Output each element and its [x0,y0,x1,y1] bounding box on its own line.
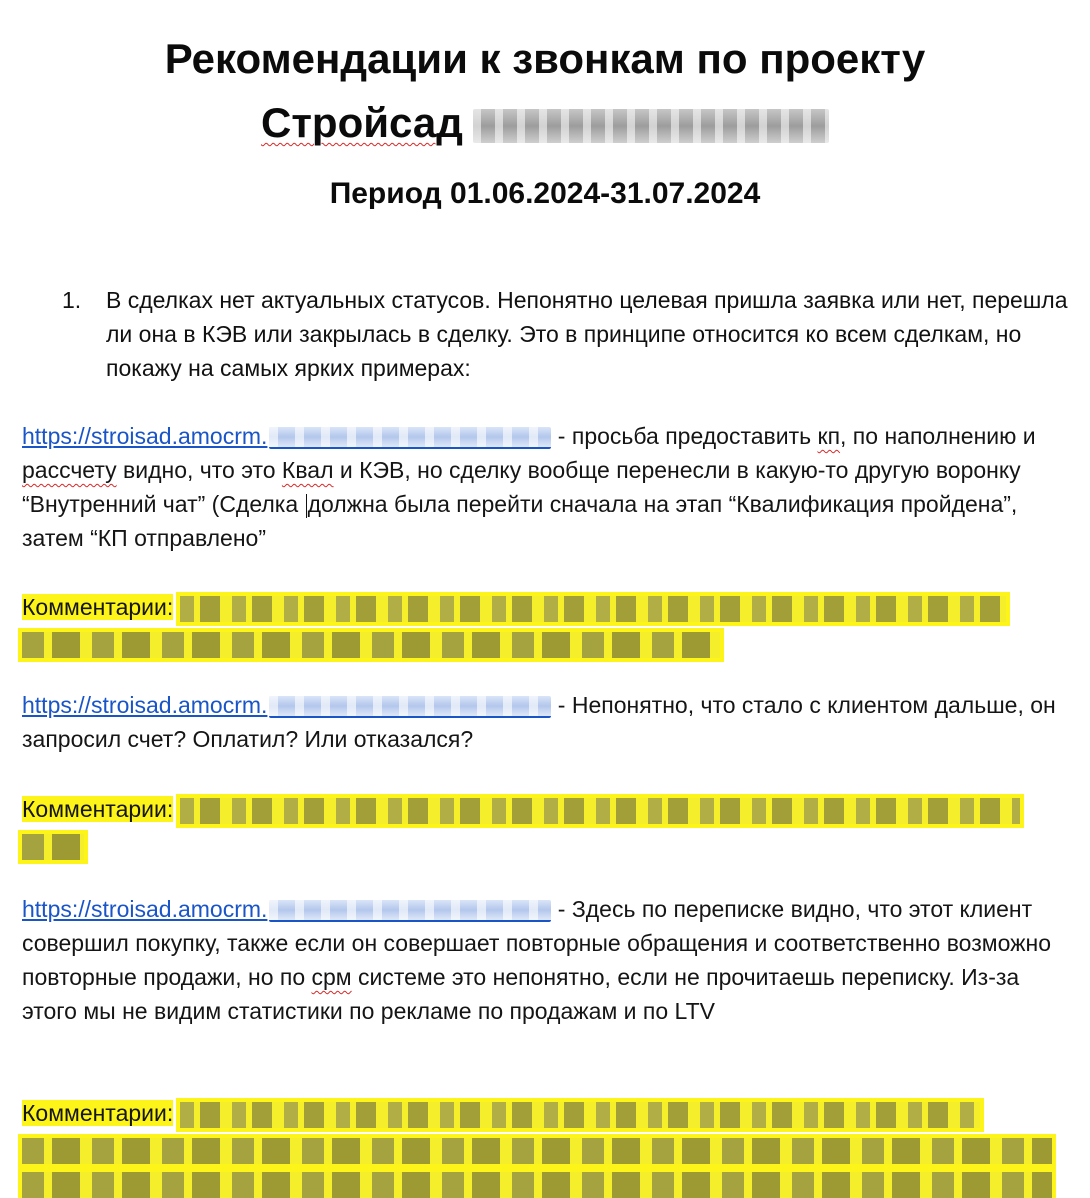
redacted-comment-1-line-2 [22,632,720,658]
redacted-comment-2-line-2 [22,834,84,860]
redacted-comment-3-line-3 [22,1172,1052,1198]
list-number: 1. [62,287,82,313]
comment-label-3: Комментарии: [22,1100,174,1126]
list-item-text: В сделках нет актуальных статусов. Непонятно целевая пришла заявка или нет, перешла ли она в КЭВ или закрылась в сделку. Это в принципе относится ко всем сделкам, но покажу на самых ярких примерах: [106,287,1068,381]
deal-link-3[interactable]: https://stroisad.amocrm. [22,896,268,922]
entry-2-text: - Непонятно, что стало с клиентом дальше, он запросил счет? Оплатил? Или отказался? [22,692,1056,752]
entry-3-comment [22,1096,1072,1198]
redacted-link-3 [269,900,551,922]
redacted-link-1 [269,427,551,449]
list-item [62,283,1072,385]
entry-1-paragraph [22,419,1072,555]
redacted-comment-1 [180,596,1006,622]
redacted-link-2 [269,696,551,718]
entry-1-text-c: видно, что это [116,457,282,483]
redacted-comment-3 [180,1102,980,1128]
entry-1-word-kp: кп [817,423,841,449]
document-title: Рекомендации к звонкам по проекту [164,35,926,82]
entry-1-text-e: должна была перейти сначала на этап “Квалификация пройдена”, затем “КП отправлено” [22,491,1018,551]
entry-3-text-b: системе это непонятно, если не прочитаешь переписку. Из-за этого мы не видим статистики по рекламе по продажам и по LTV [22,964,1020,1024]
entry-1-text-a: - просьба предоставить [551,423,818,449]
entry-3-word-crm: срм [311,964,352,990]
entry-3-paragraph [22,892,1072,1028]
entry-1-comment [22,590,1072,658]
entry-2-comment [22,792,1072,860]
redacted-comment-2 [180,798,1020,824]
comment-label-2: Комментарии: [22,796,174,822]
project-name-line [0,98,1090,148]
entry-3-text-a: - Здесь по переписке видно, что этот клиент совершил покупку, также если он совершает повторные обращения и соответственно возможно повторные продажи, но по [22,896,1051,990]
entry-1-text-d: и КЭВ, но сделку вообще перенесли в какую-то другую воронку “Внутренний чат” (Сделка [22,457,1021,517]
text-cursor [306,494,307,518]
project-name: Стройсад [261,99,463,146]
deal-link-1[interactable]: https://stroisad.amocrm. [22,423,268,449]
entry-1-word-rasschetu: рассчету [22,457,117,483]
comment-label-1: Комментарии: [22,594,174,620]
deal-link-2[interactable]: https://stroisad.amocrm. [22,692,268,718]
entry-1-word-kval: Квал [281,457,334,483]
entry-1-text-b: , по наполнению и [840,423,1036,449]
entry-2-paragraph [22,688,1072,756]
period-heading: Период 01.06.2024-31.07.2024 [329,177,761,210]
redacted-comment-3-line-2 [22,1138,1052,1164]
redacted-project-detail [473,109,829,143]
